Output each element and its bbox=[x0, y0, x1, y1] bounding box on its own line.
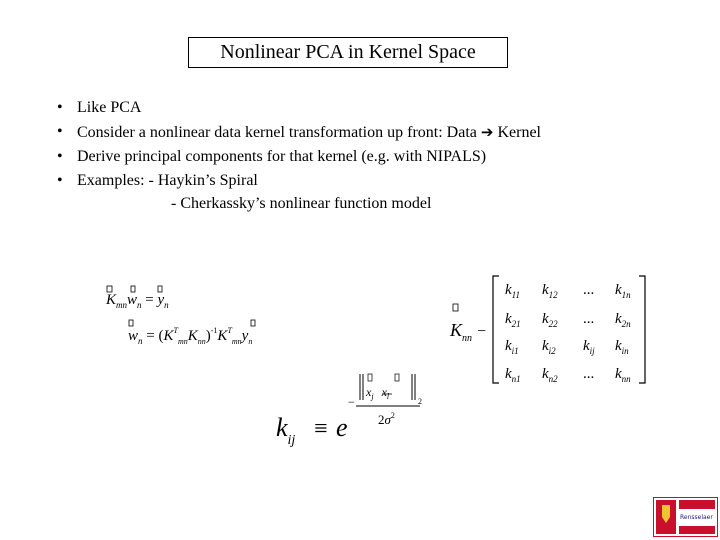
slide-title: Nonlinear PCA in Kernel Space bbox=[188, 37, 508, 68]
bullet-text: Consider a nonlinear data kernel transformation up front: Data bbox=[77, 124, 481, 141]
right-arrow-icon: ➔ bbox=[480, 123, 494, 141]
matrix-cell: $k_{n1}$ bbox=[505, 366, 521, 384]
exponent-minus: − bbox=[348, 395, 355, 409]
rensselaer-logo-icon bbox=[653, 497, 718, 537]
matrix-label: $K_{nn}$ bbox=[450, 320, 473, 344]
matrix-cell: $k_{i2}$ bbox=[542, 338, 556, 356]
equation-line-2: $w_n = (K^T_{mn}K_{nn})^{-1}K^T_{mn}y_n$ bbox=[128, 326, 253, 346]
bullet-text: Examples: - Haykin’s Spiral bbox=[77, 172, 258, 189]
matrix-cell: $k_{1n}$ bbox=[615, 282, 631, 300]
matrix-cell: $k_{n2}$ bbox=[542, 366, 558, 384]
matrix-cell: $k_{nn}$ bbox=[615, 366, 631, 384]
matrix-cell: $k_{11}$ bbox=[505, 282, 521, 300]
right-bracket bbox=[639, 276, 645, 383]
matrix-cell: $k_{in}$ bbox=[615, 338, 629, 356]
equiv-symbol: ≡ bbox=[314, 416, 328, 442]
bullet-symbol: • bbox=[57, 123, 63, 140]
bullet-text: Derive principal components for that kernel (e.g. with NIPALS) bbox=[77, 148, 487, 165]
matrix-cell: ... bbox=[583, 366, 595, 382]
bullet-item bbox=[57, 96, 541, 120]
bullet-continuation: - Cherkassky’s nonlinear function model bbox=[171, 195, 432, 212]
exp-base: e bbox=[336, 413, 348, 442]
bullet-text: Like PCA bbox=[77, 99, 142, 116]
kernel-equation bbox=[270, 366, 445, 456]
matrix-cell: ... bbox=[583, 311, 595, 327]
bullet-item bbox=[57, 120, 541, 145]
norm-subscript: 2 bbox=[418, 397, 422, 406]
kernel-lhs: $k_{ij}$ bbox=[276, 413, 296, 448]
bullet-symbol: • bbox=[57, 148, 63, 165]
matrix-cell: $k_{i1}$ bbox=[505, 338, 519, 356]
matrix-cell: $k_{ij}$ bbox=[583, 338, 595, 356]
matrix-cell: $k_{21}$ bbox=[505, 311, 521, 329]
exponent-numerator: $x_j$ $x_l$ bbox=[366, 385, 390, 401]
bullet-item bbox=[57, 145, 541, 169]
left-bracket bbox=[493, 276, 499, 383]
matrix-equals: − bbox=[477, 323, 487, 340]
bullet-symbol: • bbox=[57, 172, 63, 189]
regression-equations bbox=[100, 282, 290, 352]
kernel-matrix bbox=[445, 270, 660, 388]
matrix-cell: ... bbox=[583, 282, 595, 298]
logo-label: Rensselaer bbox=[680, 514, 713, 521]
matrix-cell: $k_{2n}$ bbox=[615, 311, 631, 329]
matrix-cell: $k_{12}$ bbox=[542, 282, 558, 300]
bullet-text-end: Kernel bbox=[493, 124, 541, 141]
bullet-list bbox=[57, 96, 541, 193]
bullet-item bbox=[57, 169, 541, 193]
equation-line-1: $K_{mn}w_n = y_n$ bbox=[106, 292, 169, 310]
matrix-cell: $k_{22}$ bbox=[542, 311, 558, 329]
bullet-symbol: • bbox=[57, 99, 63, 116]
exponent-denominator: $2\sigma^2$ bbox=[378, 411, 395, 427]
